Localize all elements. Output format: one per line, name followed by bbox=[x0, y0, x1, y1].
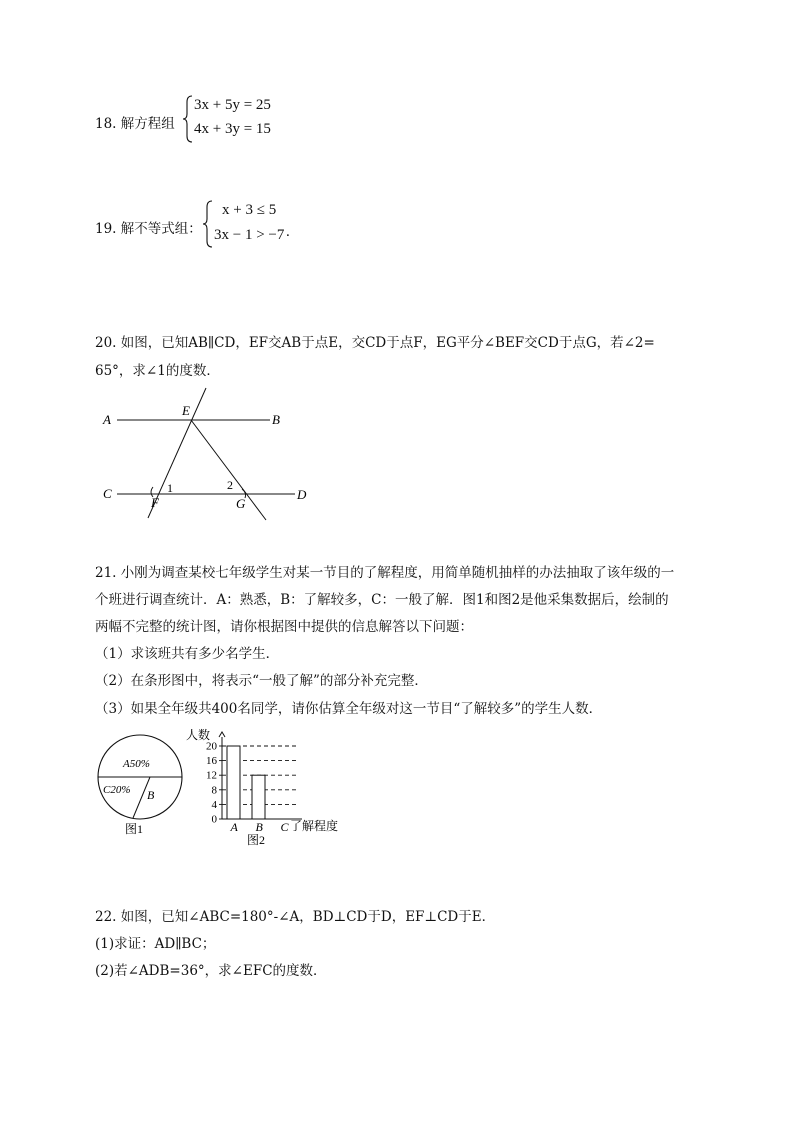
pie-label-c: C20% bbox=[103, 784, 131, 796]
x-axis-label: 了解程度 bbox=[290, 819, 339, 833]
q19-inequality-1: x + 3 ≤ 5 bbox=[222, 202, 277, 218]
x-tick-label-b: B bbox=[255, 820, 263, 834]
point-e-label: E bbox=[182, 403, 190, 418]
q18-equation-1: 3x + 5y = 25 bbox=[194, 97, 271, 113]
y-axis-label: 人数 bbox=[186, 728, 211, 742]
y-tick-labels bbox=[206, 741, 222, 826]
y-tick-label: 4 bbox=[211, 798, 217, 811]
pie-chart bbox=[95, 732, 190, 840]
y-tick-label: 12 bbox=[206, 769, 217, 782]
q19-period: . bbox=[286, 224, 290, 240]
q22-sub-1: (1)求证：AD∥BC； bbox=[95, 936, 216, 952]
point-c-label: C bbox=[103, 486, 112, 501]
x-tick-label-c: C bbox=[280, 820, 289, 834]
q19-brace bbox=[202, 199, 214, 249]
bar-a bbox=[227, 746, 240, 819]
q20-line-1: 20. 如图，已知AB∥CD，EF交AB于点E，交CD于点F，EG平分∠BEF交CD于点G，若∠2= bbox=[95, 335, 655, 351]
q18-equation-2: 4x + 3y = 15 bbox=[194, 121, 271, 137]
q22-sub-2: (2)若∠ADB=36°，求∠EFC的度数． bbox=[95, 963, 327, 979]
point-g-label: G bbox=[236, 496, 246, 511]
q21-sub-2: （2）在条形图中，将表示“一般了解”的部分补充完整． bbox=[95, 673, 428, 689]
y-tick-label: 8 bbox=[211, 784, 217, 797]
q21-sub-1: （1）求该班共有多少名学生． bbox=[95, 646, 280, 662]
point-b-label: B bbox=[272, 412, 280, 427]
pie-caption: 图1 bbox=[125, 822, 144, 836]
pie-label-a: A50% bbox=[123, 758, 150, 770]
bars bbox=[227, 746, 265, 819]
line-eg bbox=[191, 420, 266, 520]
q20-figure bbox=[95, 385, 325, 525]
q18-brace bbox=[182, 94, 194, 144]
angle-2-label: 2 bbox=[227, 478, 233, 492]
pie-label-b: B bbox=[147, 788, 155, 802]
q21-line-1: 21. 小刚为调查某校七年级学生对某一节目的了解程度，用简单随机抽样的办法抽取了该年级的一 bbox=[95, 565, 675, 581]
q21-sub-3: （3）如果全年级共400名同学，请你估算全年级对这一节目“了解较多”的学生人数． bbox=[95, 701, 603, 717]
q19-label: 19. 解不等式组： bbox=[95, 221, 202, 237]
y-axis-arrow bbox=[219, 732, 225, 737]
angle-1-label: 1 bbox=[167, 481, 173, 495]
q22-line-1: 22. 如图，已知∠ABC=180°-∠A，BD⊥CD于D，EF⊥CD于E． bbox=[95, 909, 496, 925]
point-d-label: D bbox=[297, 487, 307, 502]
point-a-label: A bbox=[103, 412, 111, 427]
q19-inequality-2: 3x − 1 > −7 bbox=[214, 227, 285, 243]
q20-line-2: 65°，求∠1的度数． bbox=[95, 363, 220, 379]
x-tick-labels bbox=[230, 820, 290, 834]
y-tick-label: 20 bbox=[206, 740, 217, 753]
y-tick-label: 0 bbox=[211, 813, 217, 826]
bar-chart-caption: 图2 bbox=[247, 833, 266, 847]
q21-line-3: 两幅不完整的统计图，请你根据图中提供的信息解答以下问题： bbox=[95, 619, 473, 635]
x-tick-label-a: A bbox=[230, 820, 238, 834]
bar-b bbox=[252, 775, 265, 819]
point-f-label: F bbox=[151, 495, 159, 510]
y-tick-label: 16 bbox=[206, 755, 217, 768]
q18-label: 18. 解方程组 bbox=[95, 116, 175, 132]
bar-chart bbox=[186, 727, 346, 849]
q21-line-2: 个班进行调查统计．A：熟悉，B：了解较多，C：一般了解．图1和图2是他采集数据后，绘制的 bbox=[95, 592, 669, 608]
